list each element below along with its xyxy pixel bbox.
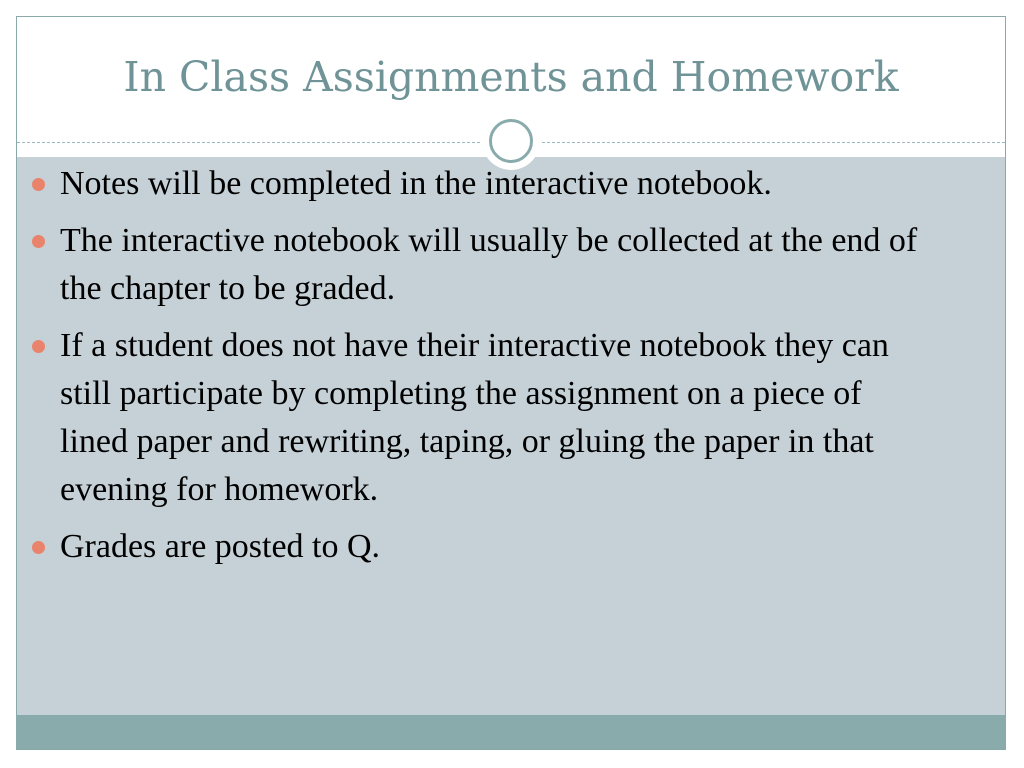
slide-title: In Class Assignments and Homework [123, 53, 899, 101]
bullet-dot-icon [32, 178, 45, 191]
bullet-item [28, 160, 928, 208]
bullet-text: The interactive notebook will usually be collected at the end of the chapter to be graded. [60, 222, 918, 307]
bullet-item [28, 217, 928, 313]
bullet-item [28, 523, 928, 571]
bullet-text: Grades are posted to Q. [60, 528, 381, 565]
bullet-text: Notes will be completed in the interactive notebook. [60, 165, 772, 202]
bullet-item [28, 322, 928, 514]
bullet-dot-icon [32, 340, 45, 353]
bullet-text: If a student does not have their interactive notebook they can still participate by completing the assignment on a piece of lined paper and rewriting, taping, or gluing the paper in that evening for homework. [60, 327, 889, 508]
bullet-list [28, 160, 928, 580]
footer-band [17, 715, 1005, 750]
bullet-dot-icon [32, 235, 45, 248]
bullet-dot-icon [32, 541, 45, 554]
ring-icon [489, 119, 533, 163]
